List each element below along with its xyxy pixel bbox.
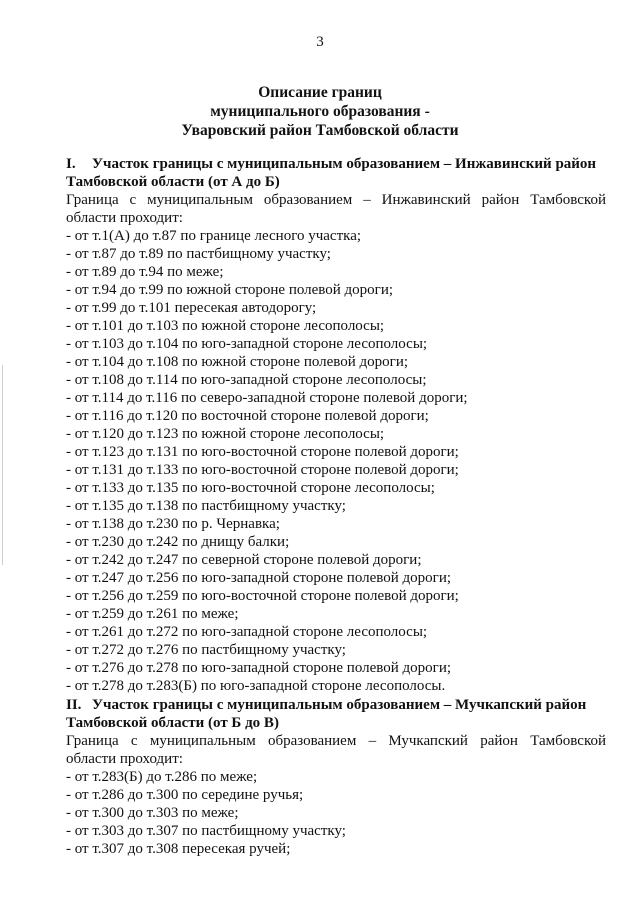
boundary-segment: - от т.300 до т.303 по меже; — [66, 805, 239, 821]
document-title — [0, 83, 640, 140]
boundary-segment: - от т.307 до т.308 пересекая ручей; — [66, 841, 291, 857]
boundary-segment: - от т.99 до т.101 пересекая автодорогу; — [66, 300, 317, 316]
boundary-segment: - от т.123 до т.131 по юго-восточной стороне полевой дороги; — [66, 444, 459, 460]
boundary-segment: - от т.116 до т.120 по восточной стороне полевой дороги; — [66, 408, 429, 424]
boundary-segment: - от т.286 до т.300 по середине ручья; — [66, 787, 304, 803]
boundary-segment: - от т.94 до т.99 по южной стороне полевой дороги; — [66, 282, 394, 298]
section-1-heading-line-2: Тамбовской области (от А до Б) — [66, 174, 280, 190]
boundary-segment: - от т.242 до т.247 по северной стороне полевой дороги; — [66, 552, 422, 568]
section-2-intro — [66, 732, 606, 768]
boundary-segment: - от т.120 до т.123 по южной стороне лесополосы; — [66, 426, 385, 442]
section-1-heading — [66, 155, 606, 173]
boundary-segment: - от т.278 до т.283(Б) по юго-западной стороне лесополосы. — [66, 678, 446, 694]
boundary-segment: - от т.114 до т.116 по северо-западной стороне полевой дороги; — [66, 390, 468, 406]
boundary-segment: - от т.133 до т.135 по юго-восточной стороне лесополосы; — [66, 480, 435, 496]
boundary-segment: - от т.272 до т.276 по пастбищному участку; — [66, 642, 346, 658]
boundary-segment: - от т.138 до т.230 по р. Чернавка; — [66, 516, 280, 532]
boundary-segment: - от т.89 до т.94 по меже; — [66, 264, 224, 280]
boundary-segment: - от т.87 до т.89 по пастбищному участку; — [66, 246, 331, 262]
page-number: 3 — [316, 34, 324, 50]
section-1-number: I. — [66, 156, 76, 172]
section-2-heading — [66, 696, 606, 714]
section-1-intro-line-1: Граница с муниципальным образованием – Инжавинский район Тамбовской — [66, 192, 606, 208]
boundary-segment: - от т.247 до т.256 по юго-западной стороне полевой дороги; — [66, 570, 452, 586]
boundary-segment: - от т.131 до т.133 по юго-восточной стороне полевой дороги; — [66, 462, 459, 478]
boundary-segment: - от т.230 до т.242 по днищу балки; — [66, 534, 290, 550]
boundary-segment: - от т.303 до т.307 по пастбищному участку; — [66, 823, 346, 839]
scan-margin-mark — [2, 365, 3, 565]
boundary-segment: - от т.104 до т.108 по южной стороне полевой дороги; — [66, 354, 409, 370]
boundary-segment: - от т.1(А) до т.87 по границе лесного участка; — [66, 228, 362, 244]
section-2-number: II. — [66, 697, 82, 713]
section-1-intro — [66, 191, 606, 227]
boundary-segment: - от т.256 до т.259 по юго-восточной стороне полевой дороги; — [66, 588, 459, 604]
section-2 — [66, 696, 606, 858]
boundary-segment: - от т.101 до т.103 по южной стороне лесополосы; — [66, 318, 385, 334]
boundary-segment: - от т.259 до т.261 по меже; — [66, 606, 239, 622]
section-2-intro-line-1: Граница с муниципальным образованием – Мучкапский район Тамбовской — [66, 733, 606, 749]
section-2-intro-line-2: области проходит: — [66, 751, 183, 767]
boundary-segment: - от т.135 до т.138 по пастбищному участку; — [66, 498, 346, 514]
boundary-segment: - от т.283(Б) до т.286 по меже; — [66, 769, 258, 785]
section-1-heading-line-1: Участок границы с муниципальным образованием – Инжавинский район — [92, 156, 597, 172]
section-1-boundary-list — [66, 227, 606, 695]
boundary-segment: - от т.108 до т.114 по юго-западной стороне лесополосы; — [66, 372, 427, 388]
boundary-segment: - от т.103 до т.104 по юго-западной стороне лесополосы; — [66, 336, 428, 352]
section-1-intro-line-2: области проходит: — [66, 210, 183, 226]
title-line-2: муниципального образования - — [210, 103, 430, 120]
title-line-3: Уваровский район Тамбовской области — [181, 122, 459, 139]
section-2-heading-line-1: Участок границы с муниципальным образованием – Мучкапский район — [92, 697, 587, 713]
section-2-boundary-list — [66, 768, 606, 858]
boundary-segment: - от т.276 до т.278 по юго-западной стороне полевой дороги; — [66, 660, 452, 676]
title-line-1: Описание границ — [258, 84, 382, 101]
section-2-heading-line-2: Тамбовской области (от Б до В) — [66, 715, 279, 731]
boundary-segment: - от т.261 до т.272 по юго-западной стороне лесополосы; — [66, 624, 428, 640]
section-1 — [66, 155, 606, 695]
